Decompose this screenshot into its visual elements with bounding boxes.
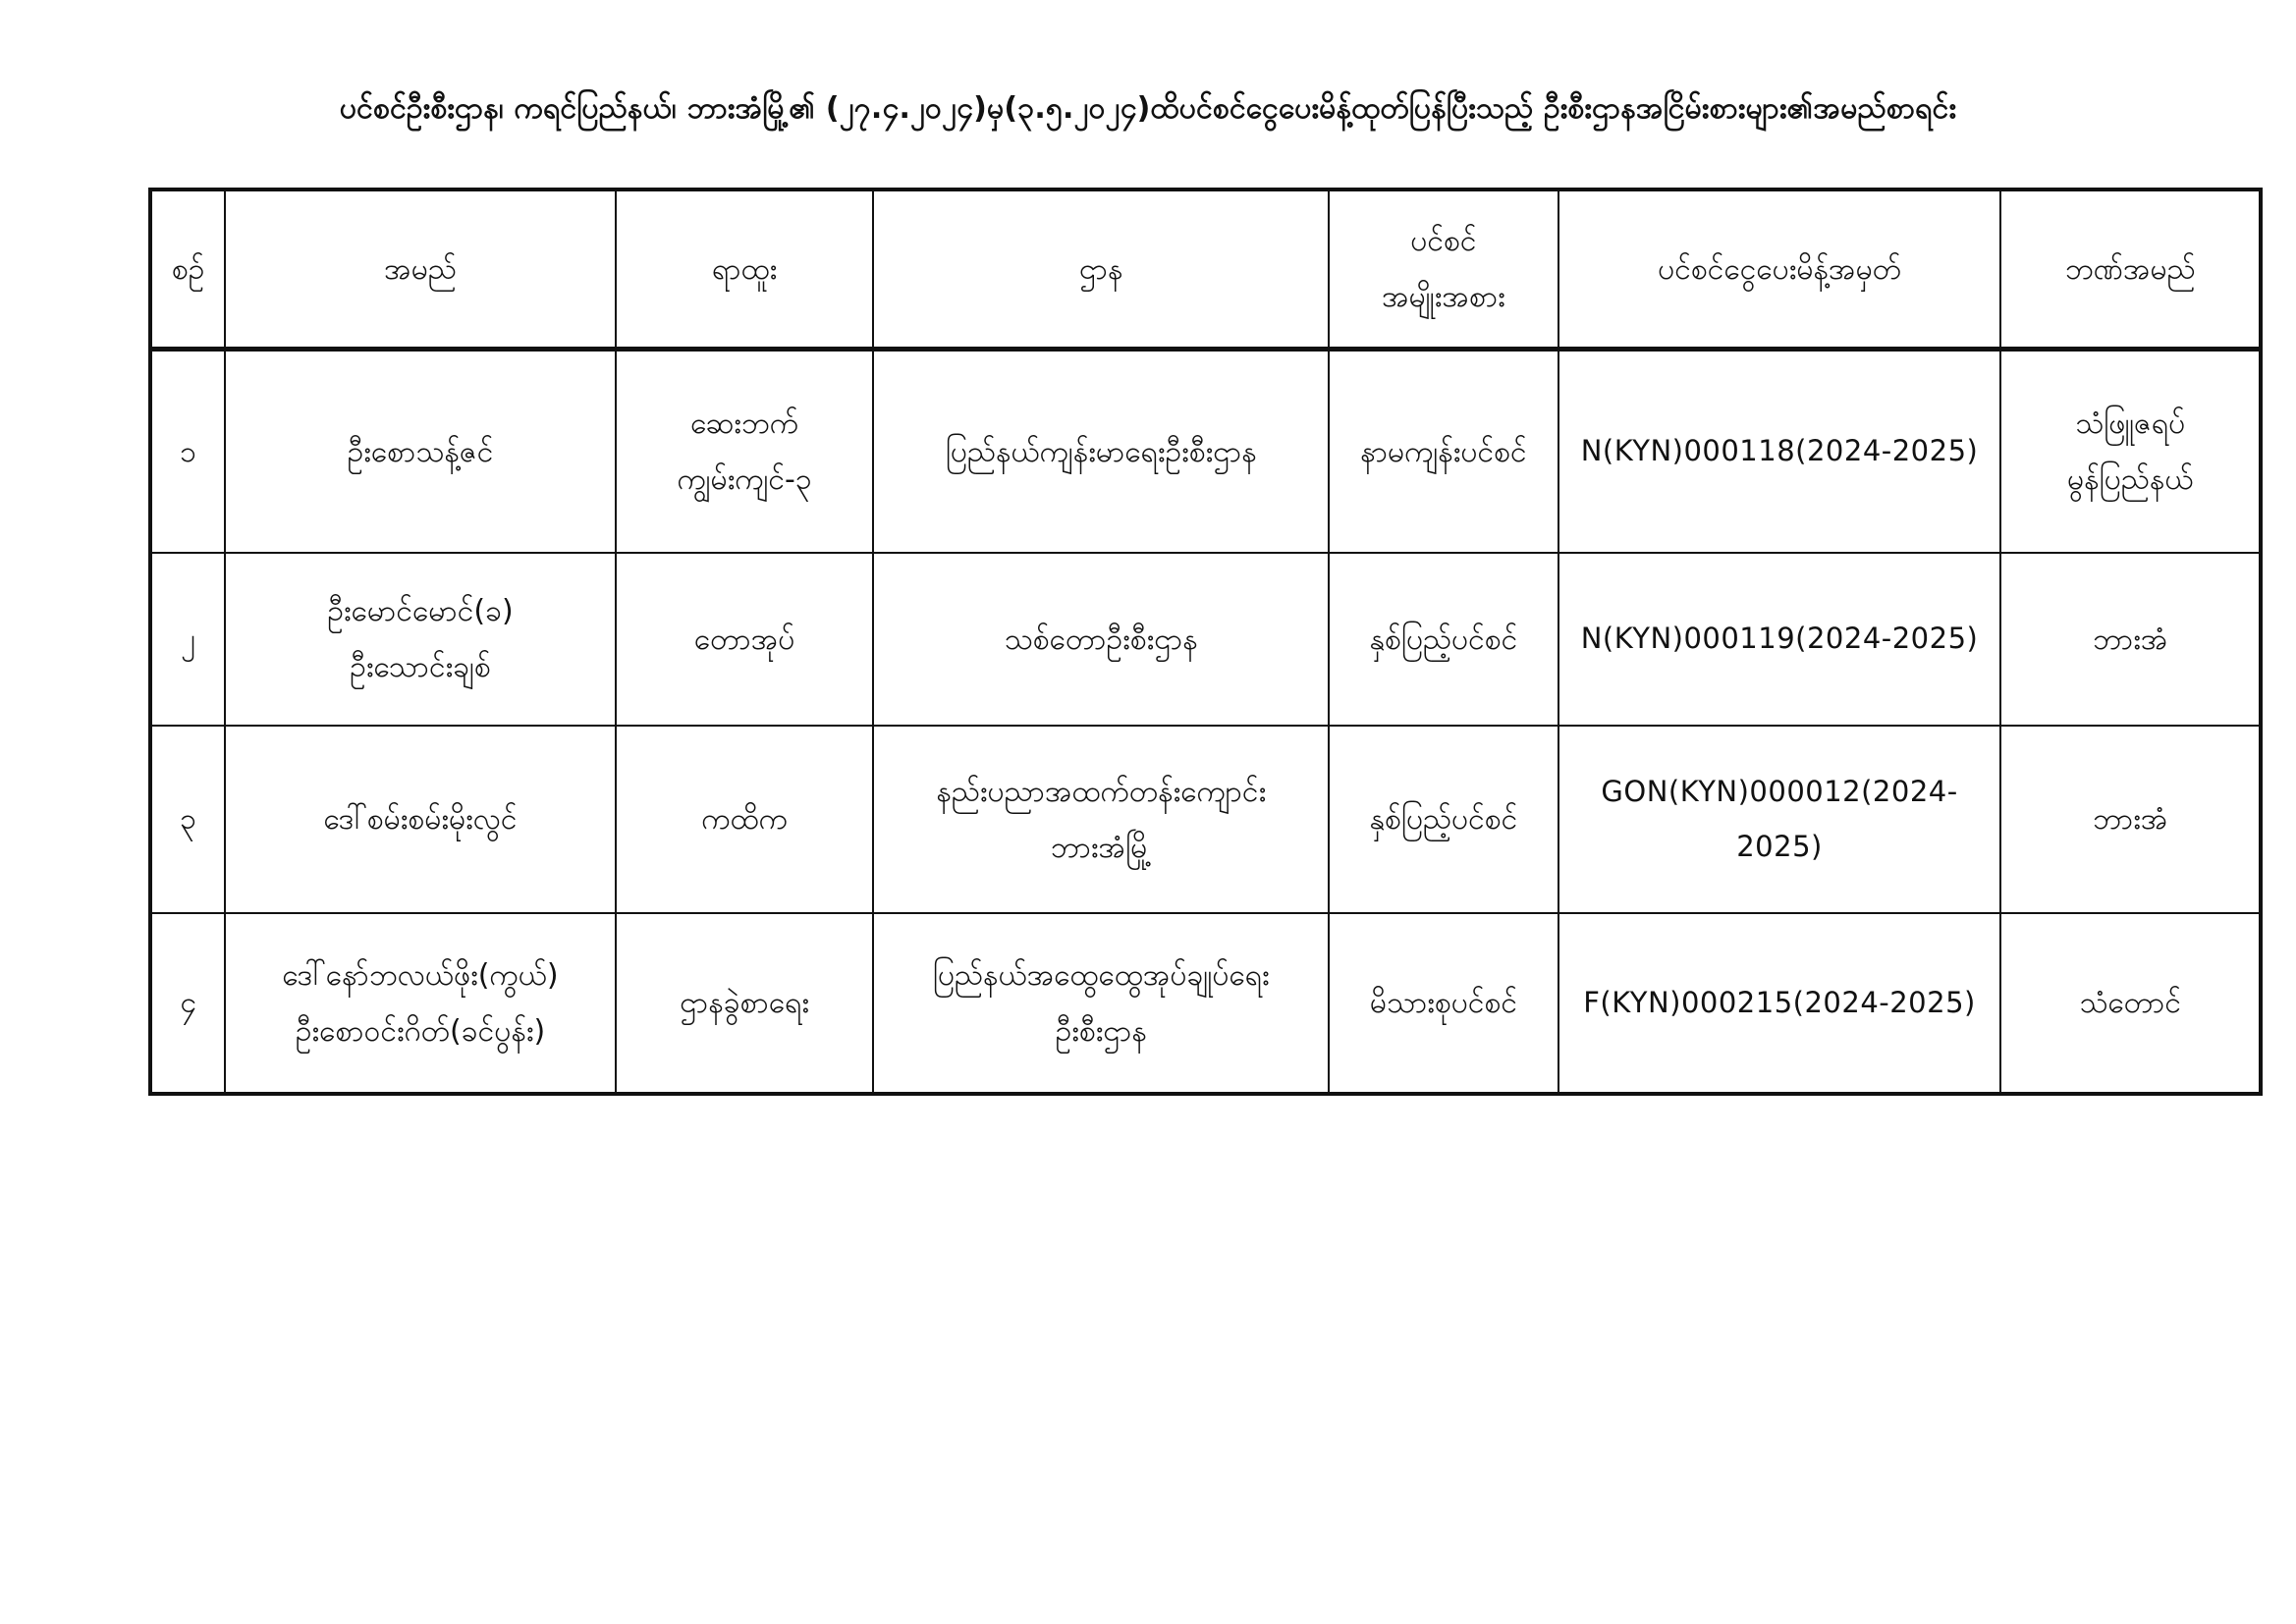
cell-pension-order-number: N(KYN)000118(2024-2025) bbox=[1558, 350, 2001, 554]
cell-bank-line: ဘားအံ bbox=[2093, 622, 2168, 657]
cell-department bbox=[873, 913, 1329, 1094]
header-department: ဌာန bbox=[873, 189, 1329, 350]
cell-name bbox=[225, 913, 616, 1094]
cell-pension-order-number: GON(KYN)000012(2024-2025) bbox=[1558, 726, 2001, 913]
cell-department bbox=[873, 726, 1329, 913]
cell-rank bbox=[616, 350, 873, 554]
table-row bbox=[150, 913, 2261, 1094]
table-row bbox=[150, 350, 2261, 554]
header-pension-order-number: ပင်စင်ငွေပေးမိန့်အမှတ် bbox=[1558, 189, 2001, 350]
header-row bbox=[150, 189, 2261, 350]
header-name: အမည် bbox=[225, 189, 616, 350]
header-serial-number: စဉ် bbox=[150, 189, 225, 350]
cell-bank-name bbox=[2000, 726, 2261, 913]
cell-serial-number: ၃ bbox=[150, 726, 225, 913]
cell-bank-name bbox=[2000, 553, 2261, 726]
cell-name bbox=[225, 726, 616, 913]
cell-bank-line: မွန်ပြည်နယ် bbox=[2067, 462, 2194, 497]
cell-rank-line: ကျွမ်းကျင်-၃ bbox=[677, 462, 812, 497]
cell-bank-line: ဘားအံ bbox=[2093, 802, 2168, 837]
cell-pension-type: နှစ်ပြည့်ပင်စင် bbox=[1329, 553, 1558, 726]
header-pension-type bbox=[1329, 189, 1558, 350]
cell-department-line: နည်းပညာအထက်တန်းကျောင်း bbox=[936, 774, 1267, 809]
cell-rank bbox=[616, 726, 873, 913]
cell-rank-line: ဆေးဘက် bbox=[690, 406, 799, 441]
header-bank-name: ဘဏ်အမည် bbox=[2000, 189, 2261, 350]
cell-rank-line: ဌာနခွဲစာရေး bbox=[680, 986, 809, 1020]
cell-pension-order-number: F(KYN)000215(2024-2025) bbox=[1558, 913, 2001, 1094]
header-pension-type-line-2: အမျိုးအစား bbox=[1382, 280, 1505, 314]
cell-department bbox=[873, 553, 1329, 726]
cell-department-line: ပြည်နယ်ကျန်းမာရေးဦးစီးဌာန bbox=[945, 434, 1257, 469]
cell-department-line: ဘားအံမြို့ bbox=[1050, 830, 1152, 865]
cell-name-line: ဦးသောင်းချစ် bbox=[350, 650, 491, 684]
cell-rank bbox=[616, 553, 873, 726]
cell-pension-type: နှစ်ပြည့်ပင်စင် bbox=[1329, 726, 1558, 913]
cell-name bbox=[225, 553, 616, 726]
cell-name-line: ဦးစောဝင်းဂိတ်(ခင်ပွန်း) bbox=[295, 1013, 546, 1049]
table-row bbox=[150, 726, 2261, 913]
page-title: ပင်စင်ဦးစီးဌာန၊ ကရင်ပြည်နယ်၊ ဘားအံမြို့၏ (၂၇.၄.၂၀၂၄)မှ(၃.၅.၂၀၂၄)ထိပင်စင်ငွေပေးမိန့်ထုတ်ပြန်ပြီးသည့် ဦးစီးဌာနအငြိမ်းစားများ၏အမည်စာရင်း bbox=[339, 91, 1957, 126]
header-pension-type-line-1: ပင်စင် bbox=[1410, 224, 1477, 258]
cell-name bbox=[225, 350, 616, 554]
cell-department-line: ပြည်နယ်အထွေထွေအုပ်ချုပ်ရေး bbox=[932, 957, 1270, 993]
table-row bbox=[150, 553, 2261, 726]
cell-department bbox=[873, 350, 1329, 554]
cell-rank bbox=[616, 913, 873, 1094]
cell-serial-number: ၄ bbox=[150, 913, 225, 1094]
header-rank: ရာထူး bbox=[616, 189, 873, 350]
cell-pension-order-number: N(KYN)000119(2024-2025) bbox=[1558, 553, 2001, 726]
cell-rank-line: တောအုပ် bbox=[693, 622, 795, 657]
pension-roster-table bbox=[148, 188, 2263, 1096]
cell-serial-number: ၂ bbox=[150, 553, 225, 726]
cell-name-line: ဒေါ်နော်ဘလယ်ဖိုး(ကွယ်) bbox=[282, 957, 559, 993]
cell-department-line: ဦးစီးဌာန bbox=[1055, 1013, 1147, 1049]
cell-bank-name bbox=[2000, 350, 2261, 554]
cell-bank-line: သံတောင် bbox=[2079, 986, 2181, 1020]
cell-name-line: ဦးစောသန့်ဇင် bbox=[347, 434, 494, 469]
cell-rank-line: ကထိက bbox=[701, 802, 788, 837]
cell-name-line: ဒေါ်စမ်းစမ်းမိုးလွင် bbox=[323, 802, 518, 837]
cell-bank-line: သံဖြူဇရပ် bbox=[2075, 406, 2186, 441]
cell-pension-type: နာမကျန်းပင်စင် bbox=[1329, 350, 1558, 554]
cell-name-line: ဦးမောင်မောင်(ခ) bbox=[327, 594, 514, 628]
cell-serial-number: ၁ bbox=[150, 350, 225, 554]
cell-department-line: သစ်တောဦးစီးဌာန bbox=[1004, 622, 1198, 657]
cell-bank-name bbox=[2000, 913, 2261, 1094]
cell-pension-type: မိသားစုပင်စင် bbox=[1329, 913, 1558, 1094]
